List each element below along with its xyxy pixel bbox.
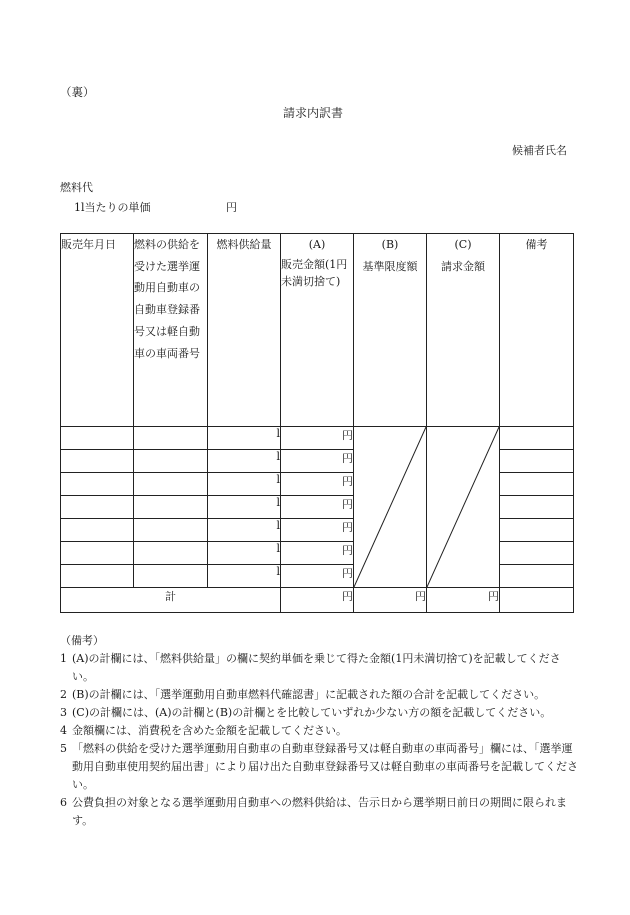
note-item bbox=[60, 650, 580, 686]
header-b-base-limit: (B) 基準限度額 bbox=[354, 234, 427, 427]
base-limit-diagonal-cell bbox=[354, 427, 427, 588]
sale-date-cell bbox=[61, 473, 134, 496]
notes-heading: （備考） bbox=[60, 634, 104, 647]
header-a-sales-amount: (A) 販売金額(1円未満切捨て) bbox=[281, 234, 354, 427]
sale-date-cell bbox=[61, 427, 134, 450]
note-number: 1 bbox=[60, 652, 67, 665]
note-text: (B)の計欄には、「選挙運動用自動車燃料代確認書」に記載された額の合計を記載してください。 bbox=[72, 688, 546, 701]
total-b-cell: 円 bbox=[354, 588, 427, 613]
candidate-name-label: 候補者氏名 bbox=[512, 144, 567, 157]
fuel-quantity-cell: l bbox=[208, 542, 281, 565]
vehicle-number-cell bbox=[134, 450, 208, 473]
sales-amount-cell: 円 bbox=[281, 473, 354, 496]
diagonal-strike-c bbox=[427, 427, 499, 587]
page-title: 請求内訳書 bbox=[283, 106, 344, 120]
invoice-breakdown-table bbox=[60, 233, 574, 613]
fuel-quantity-cell: l bbox=[208, 427, 281, 450]
unit-price-yen: 円 bbox=[226, 201, 237, 214]
notes-section bbox=[60, 632, 580, 830]
note-number: 5 bbox=[60, 742, 67, 755]
remarks-cell bbox=[500, 519, 574, 542]
total-c-cell: 円 bbox=[427, 588, 500, 613]
remarks-cell bbox=[500, 450, 574, 473]
vehicle-number-cell bbox=[134, 496, 208, 519]
note-number: 2 bbox=[60, 688, 67, 701]
table-header-row bbox=[61, 234, 574, 427]
remarks-cell bbox=[500, 542, 574, 565]
note-item bbox=[60, 740, 580, 794]
note-item bbox=[60, 794, 580, 830]
fuel-cost-label: 燃料代 bbox=[60, 181, 93, 194]
header-fuel-quantity: 燃料供給量 bbox=[208, 234, 281, 427]
header-remarks: 備考 bbox=[500, 234, 574, 427]
vehicle-number-cell bbox=[134, 565, 208, 588]
sale-date-cell bbox=[61, 496, 134, 519]
note-number: 6 bbox=[60, 796, 67, 809]
total-label-cell: 計 bbox=[61, 588, 281, 613]
remarks-cell bbox=[500, 427, 574, 450]
table-total-row bbox=[61, 588, 574, 613]
note-text: (A)の計欄には、「燃料供給量」の欄に契約単価を乗じて得た金額(1円未満切捨て)を記載してください。 bbox=[72, 652, 561, 683]
note-item bbox=[60, 686, 580, 704]
remarks-cell bbox=[500, 496, 574, 519]
note-item bbox=[60, 722, 580, 740]
page-side-label: （裏） bbox=[60, 85, 95, 99]
header-sale-date: 販売年月日 bbox=[61, 234, 134, 427]
note-text: (C)の計欄には、(A)の計欄と(B)の計欄とを比較していずれか少ない方の額を記載してください。 bbox=[72, 706, 552, 719]
vehicle-number-cell bbox=[134, 542, 208, 565]
fuel-quantity-cell: l bbox=[208, 496, 281, 519]
remarks-cell bbox=[500, 473, 574, 496]
total-a-cell: 円 bbox=[281, 588, 354, 613]
header-c-claim-amount: (C) 請求金額 bbox=[427, 234, 500, 427]
note-number: 4 bbox=[60, 724, 67, 737]
diagonal-strike-b bbox=[354, 427, 426, 587]
sales-amount-cell: 円 bbox=[281, 565, 354, 588]
vehicle-number-cell bbox=[134, 519, 208, 542]
note-text: 公費負担の対象となる選挙運動用自動車への燃料供給は、告示日から選挙期日前日の期間に限られます。 bbox=[72, 796, 567, 827]
note-item bbox=[60, 704, 580, 722]
sale-date-cell bbox=[61, 542, 134, 565]
sales-amount-cell: 円 bbox=[281, 496, 354, 519]
remarks-cell bbox=[500, 565, 574, 588]
unit-price-label: 1l当たりの単価 bbox=[74, 201, 151, 214]
sales-amount-cell: 円 bbox=[281, 450, 354, 473]
sale-date-cell bbox=[61, 450, 134, 473]
sales-amount-cell: 円 bbox=[281, 427, 354, 450]
total-remarks-cell bbox=[500, 588, 574, 613]
fuel-quantity-cell: l bbox=[208, 519, 281, 542]
table-row bbox=[61, 427, 574, 450]
fuel-quantity-cell: l bbox=[208, 473, 281, 496]
vehicle-number-cell bbox=[134, 473, 208, 496]
sale-date-cell bbox=[61, 519, 134, 542]
sale-date-cell bbox=[61, 565, 134, 588]
claim-amount-diagonal-cell bbox=[427, 427, 500, 588]
note-number: 3 bbox=[60, 706, 67, 719]
vehicle-number-cell bbox=[134, 427, 208, 450]
note-text: 金額欄には、消費税を含めた金額を記載してください。 bbox=[72, 724, 347, 737]
header-vehicle-number: 燃料の供給を受けた選挙運動用自動車の自動車登録番号又は軽自動車の車両番号 bbox=[134, 234, 208, 427]
fuel-quantity-cell: l bbox=[208, 565, 281, 588]
fuel-quantity-cell: l bbox=[208, 450, 281, 473]
sales-amount-cell: 円 bbox=[281, 519, 354, 542]
note-text: 「燃料の供給を受けた選挙運動用自動車の自動車登録番号又は軽自動車の車両番号」欄には、「選挙運動用自動車使用契約届出書」により届け出た自動車登録番号又は軽自動車の車両番号を記載してください。 bbox=[72, 742, 578, 791]
sales-amount-cell: 円 bbox=[281, 542, 354, 565]
